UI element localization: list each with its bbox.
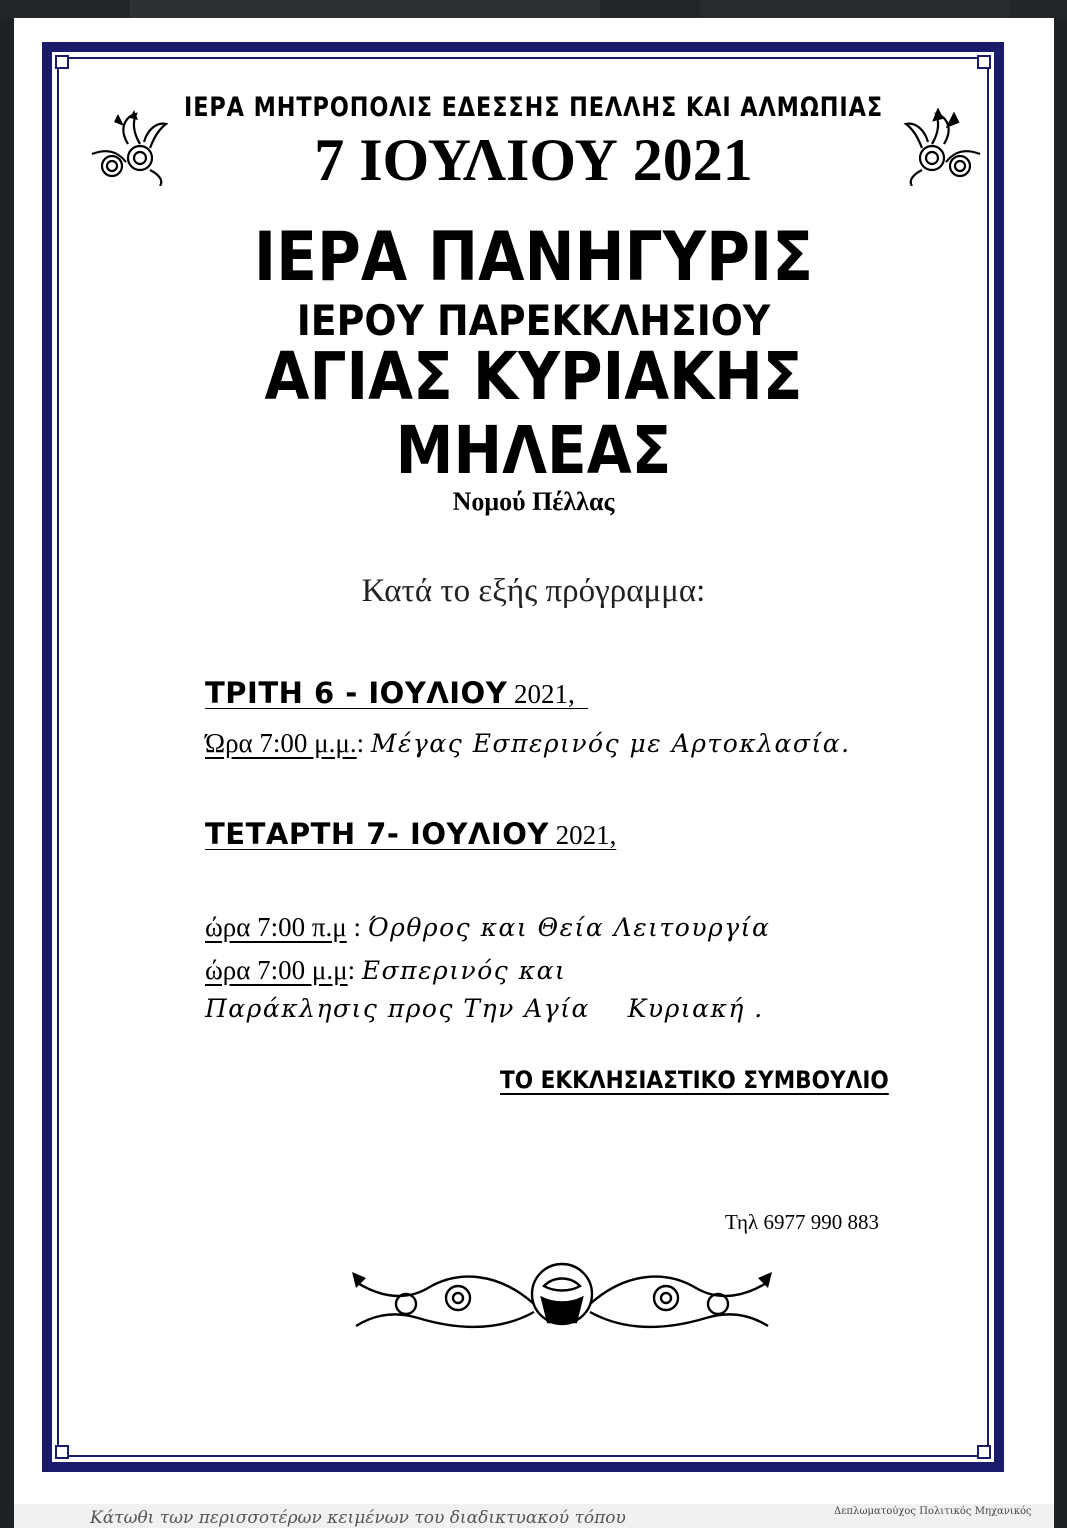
day-year: 2021, (507, 679, 575, 709)
day-year: 2021, (548, 820, 617, 850)
engineer-logo-text: Δεπλωματούχος Πολιτικός Μηχανικός (834, 1506, 1032, 1517)
frame-corner (55, 1445, 69, 1459)
frame-corner (977, 1445, 991, 1459)
day-name: ΤΡΙΤΗ 6 - ΙΟΥΛΙΟΥ (205, 676, 508, 710)
day-heading-tuesday (205, 676, 588, 710)
program-intro: Κατά το εξής πρόγραμμα: (361, 573, 706, 609)
event-date: 7 ΙΟΥΛΙΟΥ 2021 (314, 127, 753, 193)
schedule-entry (205, 912, 770, 943)
church-council-signature: ΤΟ ΕΚΚΛΗΣΙΑΣΤΙΚΟ ΣΥΜΒΟΥΛΙΟ (500, 1066, 889, 1094)
title-line-4: ΜΗΛΕΑΣ (395, 412, 672, 489)
entry-description: Μέγας Εσπερινός με Αρτοκλασία. (370, 729, 851, 758)
phone-number: Τηλ 6977 990 883 (725, 1210, 879, 1234)
entry-time: ώρα 7:00 π.μ (205, 912, 347, 942)
top-background-strip (0, 0, 1067, 18)
frame-corner (55, 55, 69, 69)
day-name: ΤΕΤΑΡΤΗ 7- ΙΟΥΛΙΟΥ (205, 817, 549, 851)
metropolis-heading: ΙΕΡΑ ΜΗΤΡΟΠΟΛΙΣ ΕΔΕΣΣΗΣ ΠΕΛΛΗΣ ΚΑΙ ΑΛΜΩΠΙΑΣ (183, 92, 884, 123)
entry-description: Εσπερινός και (361, 956, 567, 985)
schedule-entry (205, 955, 566, 986)
top-strip-shape (130, 0, 600, 18)
entry-separator: : (347, 955, 362, 985)
entry-description: Όρθρος και Θεία Λειτουργία (367, 913, 771, 942)
fish-basket-ornament-icon (348, 1252, 776, 1336)
entry-time: ώρα 7:00 μ.μ (205, 955, 348, 985)
schedule-entry (205, 728, 851, 759)
region-subtitle: Νομού Πέλλας (452, 487, 615, 516)
title-line-3: ΑΓΙΑΣ ΚΥΡΙΑΚΗΣ (264, 338, 803, 415)
title-line-2: ΙΕΡΟΥ ΠΑΡΕΚΚΛΗΣΙΟΥ (296, 296, 771, 345)
entry-continuation: Παράκλησις προς Την Αγία Κυριακή . (205, 994, 764, 1023)
cut-off-page-text: Κάτωθι των περισσοτέρων κειμένων του διαδικτυακού τόπου (90, 1508, 626, 1528)
title-line-1: ΙΕΡΑ ΠΑΝΗΓΥΡΙΣ (253, 218, 814, 297)
bottom-page-strip (14, 1504, 1054, 1528)
top-strip-shape-right (700, 0, 1010, 18)
day-heading-wednesday (205, 817, 616, 851)
entry-separator: : (346, 912, 368, 942)
entry-time: Ώρα 7:00 μ.μ. (205, 728, 357, 758)
entry-separator: : (356, 728, 371, 758)
frame-corner (977, 55, 991, 69)
